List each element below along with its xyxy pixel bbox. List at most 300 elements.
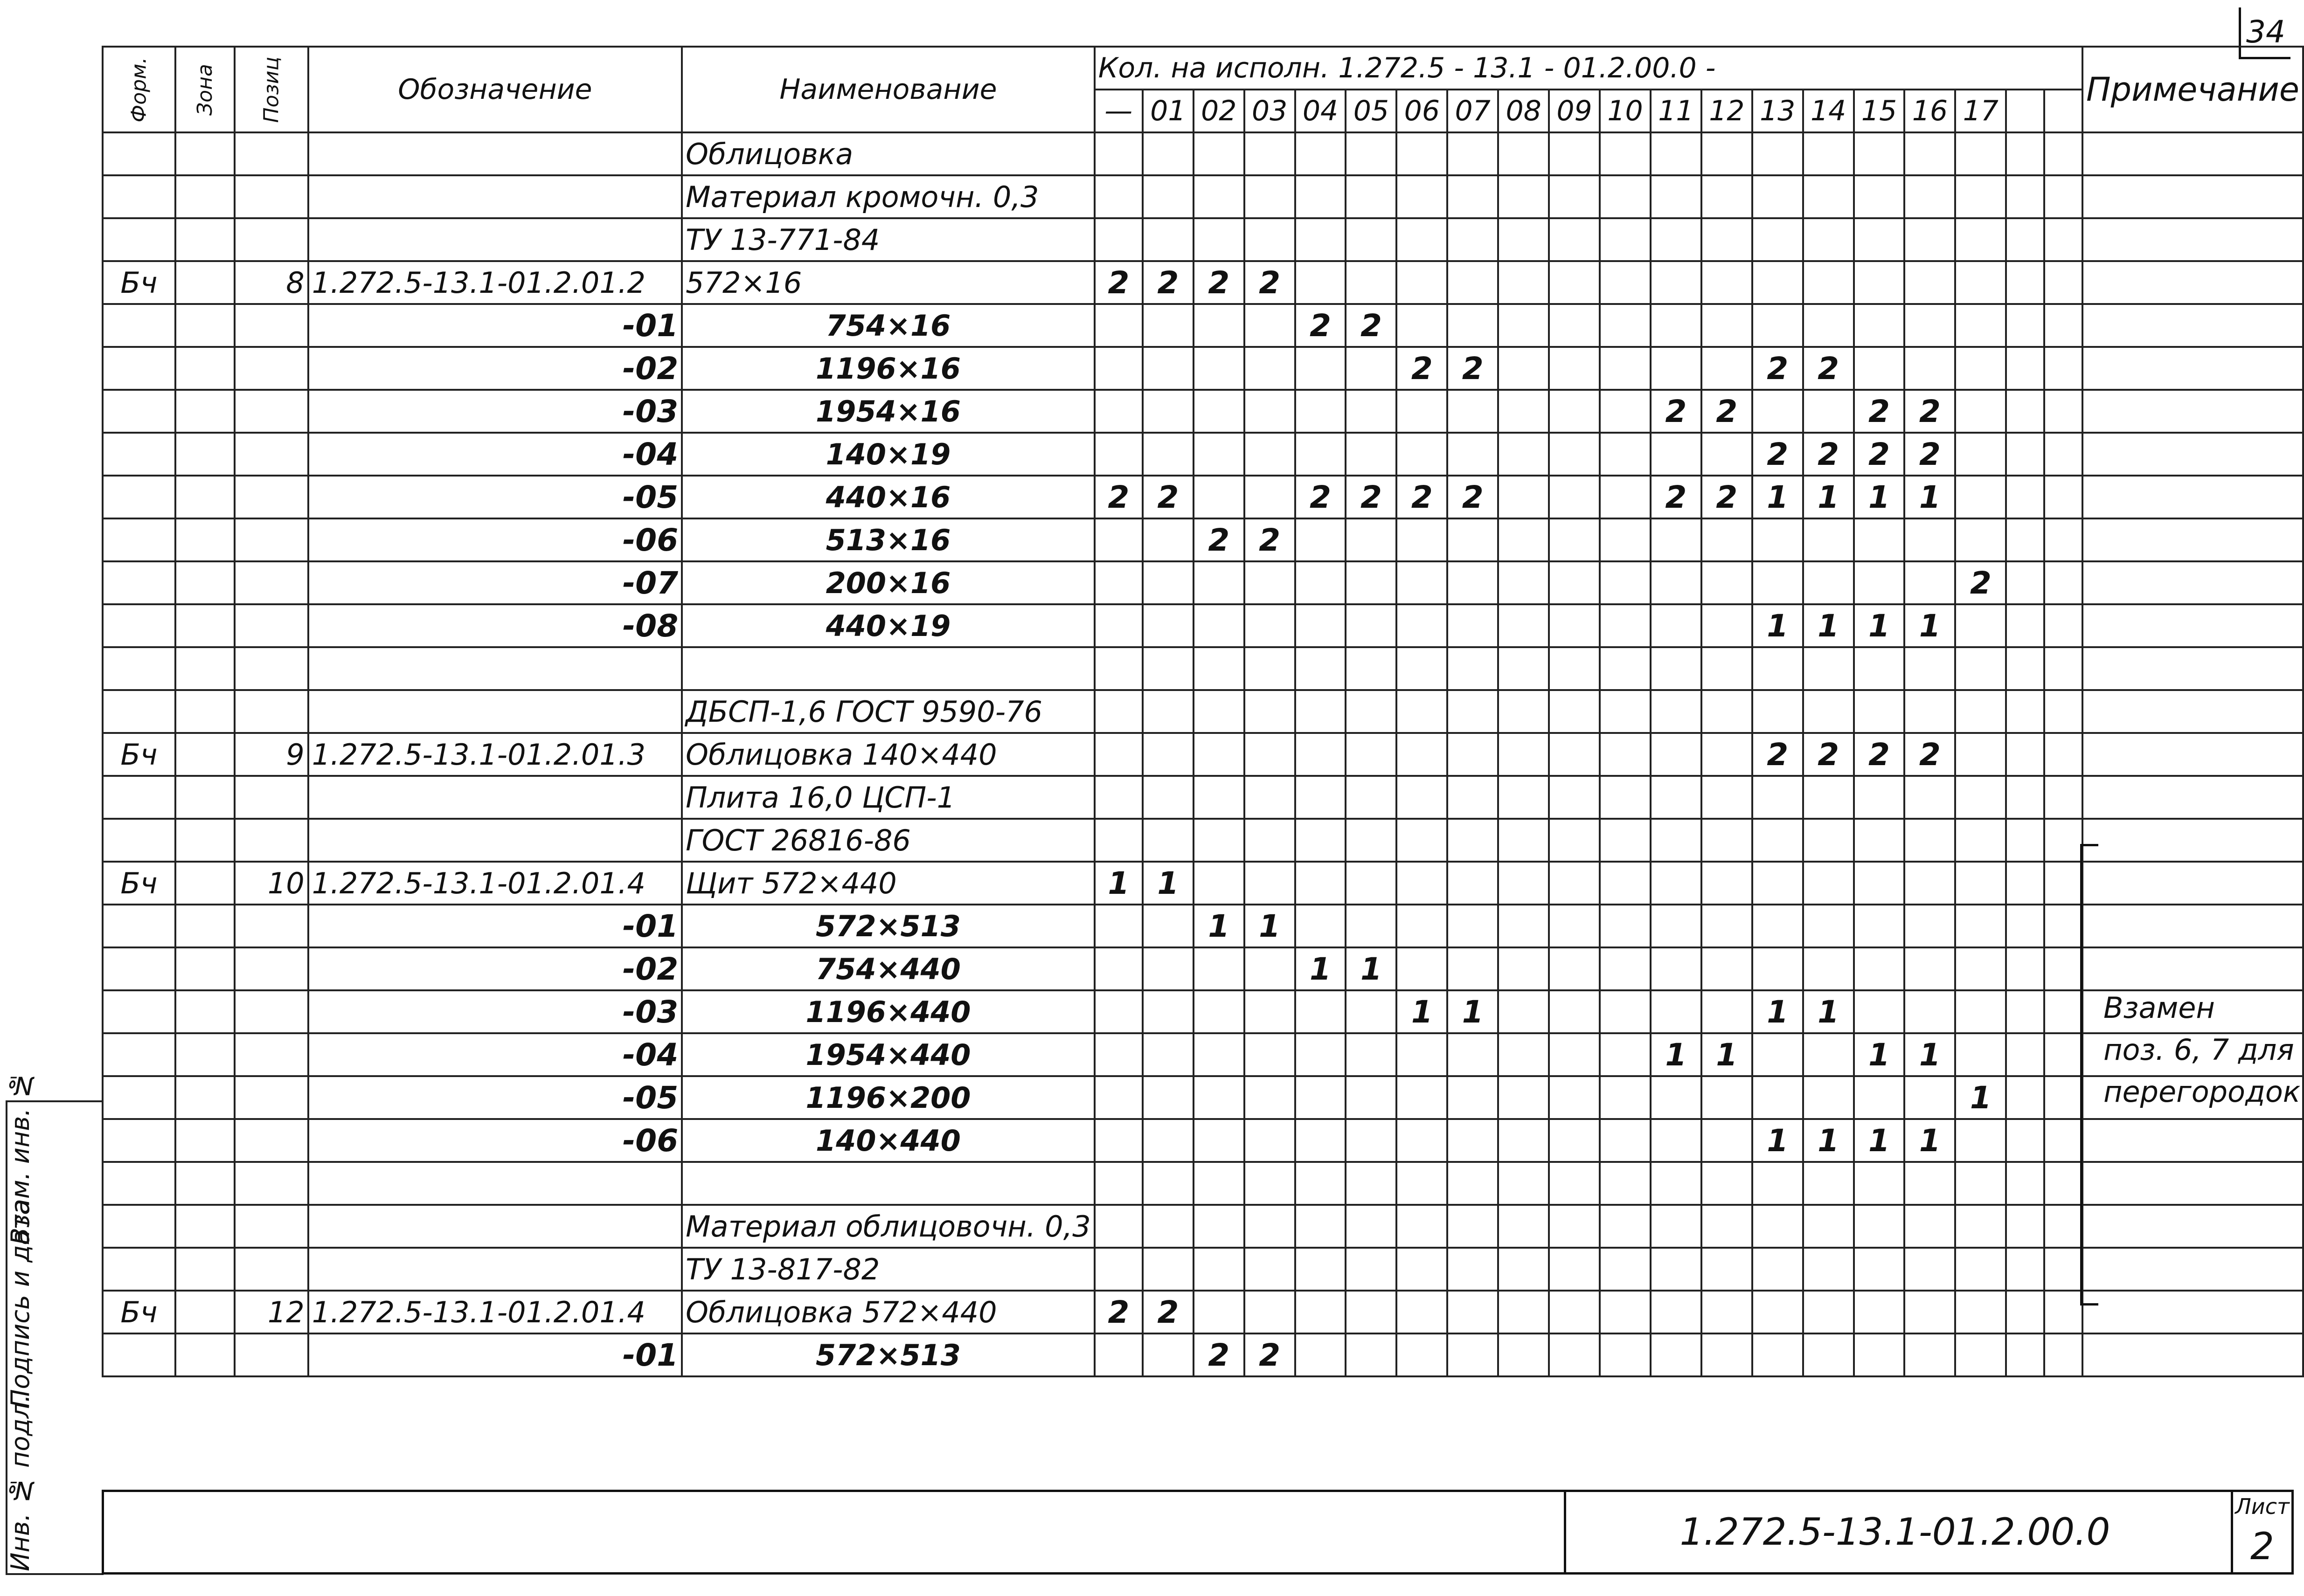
- qty-cell: [1549, 604, 1600, 647]
- zone-cell: [175, 947, 235, 990]
- qty-cell: [2006, 433, 2044, 476]
- designation-cell: -01: [308, 905, 682, 947]
- qty-cell: 1: [1701, 1033, 1752, 1076]
- qty-cell: [2006, 1291, 2044, 1333]
- qty-cell: [1194, 561, 1244, 604]
- zone-cell: [175, 304, 235, 347]
- qty-cell: [1600, 990, 1651, 1033]
- qty-cell: [1803, 390, 1854, 433]
- qty-cell: [1143, 990, 1194, 1033]
- qty-cell: [1854, 1291, 1905, 1333]
- qty-cell: [2006, 132, 2044, 175]
- qty-cell: [2044, 1333, 2082, 1376]
- qty-cell: [1549, 1248, 1600, 1291]
- qty-cell: [1651, 819, 1701, 862]
- qty-cell: [1600, 261, 1651, 304]
- qty-cell: [1752, 132, 1803, 175]
- qty-cell: [1447, 218, 1498, 261]
- qty-cell: [1498, 947, 1549, 990]
- qty-cell: [1904, 1333, 1955, 1376]
- zone-cell: [175, 862, 235, 905]
- qty-cell: [1143, 518, 1194, 561]
- qty-cell: [1549, 218, 1600, 261]
- qty-cell: [1447, 304, 1498, 347]
- qty-cell: [1295, 862, 1346, 905]
- qty-cell: [1447, 1333, 1498, 1376]
- name-cell: 440×16: [682, 476, 1095, 518]
- qty-cell: [2044, 947, 2082, 990]
- qty-cell: [1549, 175, 1600, 218]
- qty-cell: [1095, 304, 1143, 347]
- position-cell: [235, 1119, 308, 1162]
- qty-cell: [2006, 776, 2044, 819]
- qty-cell: [1498, 175, 1549, 218]
- qty-cell: [1752, 218, 1803, 261]
- qty-cell: [1346, 261, 1396, 304]
- qty-cell: [1346, 905, 1396, 947]
- title-block-divider: [1564, 1492, 1566, 1572]
- qty-cell: [1295, 905, 1346, 947]
- zone-cell: [175, 347, 235, 390]
- note-cell: [2082, 1248, 2303, 1291]
- format-cell: [103, 218, 175, 261]
- qty-cell: [1701, 604, 1752, 647]
- note-cell: [2082, 1119, 2303, 1162]
- qty-cell: [1854, 1076, 1905, 1119]
- qty-cell: [1752, 1291, 1803, 1333]
- qty-cell: [1194, 947, 1244, 990]
- note-cell: [2082, 1291, 2303, 1333]
- qty-cell: [1701, 690, 1752, 733]
- qty-cell: [1651, 604, 1701, 647]
- designation-cell: 1.272.5-13.1-01.2.01.4: [308, 1291, 682, 1333]
- qty-cell: [1244, 733, 1295, 776]
- qty-cell: [1549, 1076, 1600, 1119]
- zone-cell: [175, 647, 235, 690]
- qty-cell: [1904, 304, 1955, 347]
- sheet-number: 2: [2250, 1525, 2274, 1568]
- qty-cell: [1447, 690, 1498, 733]
- qty-cell: [1244, 304, 1295, 347]
- qty-cell: [1346, 1033, 1396, 1076]
- designation-cell: -05: [308, 1076, 682, 1119]
- qty-cell: [1447, 604, 1498, 647]
- qty-cell: [1143, 1033, 1194, 1076]
- note-cell: [2082, 476, 2303, 518]
- table-row: [103, 1119, 2303, 1162]
- qty-cell: [1244, 218, 1295, 261]
- qty-cell: [1955, 733, 2006, 776]
- qty-cell: [1752, 261, 1803, 304]
- qty-cell: [1651, 1205, 1701, 1248]
- qty-cell: [1143, 304, 1194, 347]
- qty-cell: [1955, 819, 2006, 862]
- qty-cell: [2006, 561, 2044, 604]
- zone-cell: [175, 690, 235, 733]
- qty-cell: [1854, 819, 1905, 862]
- qty-cell: [1701, 733, 1752, 776]
- qty-cell: [1095, 175, 1143, 218]
- note-cell: [2082, 132, 2303, 175]
- designation-cell: -01: [308, 1333, 682, 1376]
- qty-cell: [1346, 990, 1396, 1033]
- qty-cell: [1803, 1076, 1854, 1119]
- qty-cell: [1295, 1119, 1346, 1162]
- format-cell: [103, 476, 175, 518]
- qty-cell: [2044, 1033, 2082, 1076]
- qty-cell: [1194, 1205, 1244, 1248]
- qty-cell: 2: [1194, 518, 1244, 561]
- qty-cell: [1498, 1205, 1549, 1248]
- qty-cell: [1194, 690, 1244, 733]
- position-cell: [235, 433, 308, 476]
- variant-header: 16: [1904, 90, 1955, 132]
- qty-cell: [1803, 690, 1854, 733]
- qty-cell: [1904, 990, 1955, 1033]
- qty-cell: [1498, 647, 1549, 690]
- position-cell: 8: [235, 261, 308, 304]
- qty-cell: [1295, 1291, 1346, 1333]
- qty-cell: [1095, 776, 1143, 819]
- qty-cell: [2044, 647, 2082, 690]
- qty-cell: [1143, 647, 1194, 690]
- qty-cell: [2006, 1033, 2044, 1076]
- zone-cell: [175, 518, 235, 561]
- format-cell: Бч: [103, 733, 175, 776]
- format-cell: [103, 518, 175, 561]
- qty-cell: [1447, 862, 1498, 905]
- qty-cell: [1447, 947, 1498, 990]
- qty-cell: [1904, 261, 1955, 304]
- qty-cell: [1854, 218, 1905, 261]
- zone-cell: [175, 561, 235, 604]
- qty-cell: [1955, 1205, 2006, 1248]
- qty-cell: [2044, 819, 2082, 862]
- table-row: [103, 1033, 2303, 1076]
- qty-cell: [1346, 390, 1396, 433]
- qty-cell: [1955, 261, 2006, 304]
- name-cell: [682, 647, 1095, 690]
- qty-cell: [1095, 518, 1143, 561]
- name-cell: 200×16: [682, 561, 1095, 604]
- qty-cell: [1904, 175, 1955, 218]
- note-cell: [2082, 1162, 2303, 1205]
- qty-cell: [1854, 905, 1905, 947]
- qty-cell: [1095, 947, 1143, 990]
- qty-cell: 1: [1854, 604, 1905, 647]
- qty-cell: [1651, 261, 1701, 304]
- qty-cell: [1244, 476, 1295, 518]
- position-cell: 10: [235, 862, 308, 905]
- qty-cell: [1396, 1076, 1447, 1119]
- note-cell: [2082, 390, 2303, 433]
- position-cell: [235, 1076, 308, 1119]
- qty-cell: [1651, 776, 1701, 819]
- qty-cell: [1095, 1162, 1143, 1205]
- qty-cell: 2: [1295, 476, 1346, 518]
- format-cell: [103, 132, 175, 175]
- qty-cell: [1701, 518, 1752, 561]
- qty-cell: [1194, 476, 1244, 518]
- note-cell: [2082, 218, 2303, 261]
- qty-cell: [1346, 1119, 1396, 1162]
- variant-header: 09: [1549, 90, 1600, 132]
- qty-cell: [1194, 1162, 1244, 1205]
- qty-cell: [1549, 1205, 1600, 1248]
- format-cell: [103, 990, 175, 1033]
- format-cell: [103, 1333, 175, 1376]
- qty-cell: [1549, 476, 1600, 518]
- qty-cell: [1803, 905, 1854, 947]
- qty-cell: [1600, 733, 1651, 776]
- variant-header: —: [1095, 90, 1143, 132]
- name-cell: Облицовка 140×440: [682, 733, 1095, 776]
- qty-cell: [1244, 347, 1295, 390]
- qty-cell: [1701, 1162, 1752, 1205]
- qty-cell: [1095, 1333, 1143, 1376]
- qty-cell: [1244, 1033, 1295, 1076]
- qty-cell: [1244, 1076, 1295, 1119]
- variant-header: 15: [1854, 90, 1905, 132]
- designation-cell: -03: [308, 990, 682, 1033]
- qty-cell: [1095, 132, 1143, 175]
- qty-cell: [1701, 905, 1752, 947]
- qty-cell: [1904, 561, 1955, 604]
- qty-cell: [1651, 518, 1701, 561]
- sheet-box: [2231, 1492, 2291, 1572]
- qty-cell: [1904, 1205, 1955, 1248]
- qty-cell: [1854, 561, 1905, 604]
- format-cell: [103, 905, 175, 947]
- qty-cell: [1143, 776, 1194, 819]
- qty-cell: [1854, 776, 1905, 819]
- qty-cell: [1396, 304, 1447, 347]
- qty-cell: [1854, 175, 1905, 218]
- qty-cell: [1498, 604, 1549, 647]
- qty-cell: [1095, 347, 1143, 390]
- qty-cell: [1701, 776, 1752, 819]
- qty-cell: [1904, 690, 1955, 733]
- name-cell: Плита 16,0 ЦСП-1: [682, 776, 1095, 819]
- qty-cell: [1803, 1205, 1854, 1248]
- qty-cell: [2006, 1162, 2044, 1205]
- designation-cell: -06: [308, 518, 682, 561]
- position-cell: [235, 132, 308, 175]
- qty-cell: [1549, 905, 1600, 947]
- qty-cell: [1701, 647, 1752, 690]
- qty-cell: [1295, 990, 1346, 1033]
- position-cell: [235, 218, 308, 261]
- qty-cell: 1: [1904, 604, 1955, 647]
- qty-cell: [1095, 433, 1143, 476]
- position-cell: [235, 990, 308, 1033]
- qty-cell: [1295, 1162, 1346, 1205]
- qty-cell: 2: [1955, 561, 2006, 604]
- qty-cell: 2: [1803, 433, 1854, 476]
- variant-header: 02: [1194, 90, 1244, 132]
- qty-cell: [1295, 1076, 1346, 1119]
- name-cell: [682, 1162, 1095, 1205]
- zone-cell: [175, 990, 235, 1033]
- qty-cell: [1701, 261, 1752, 304]
- qty-cell: [1447, 518, 1498, 561]
- qty-cell: [1854, 261, 1905, 304]
- qty-cell: [1346, 561, 1396, 604]
- qty-cell: [1396, 261, 1447, 304]
- qty-cell: [1244, 990, 1295, 1033]
- qty-cell: [1346, 604, 1396, 647]
- qty-cell: [1651, 905, 1701, 947]
- qty-cell: [1498, 1333, 1549, 1376]
- qty-cell: [1295, 1333, 1346, 1376]
- name-cell: ГОСТ 26816-86: [682, 819, 1095, 862]
- qty-cell: 2: [1701, 390, 1752, 433]
- qty-cell: [1600, 690, 1651, 733]
- zone-cell: [175, 604, 235, 647]
- qty-cell: [1854, 132, 1905, 175]
- name-cell: 1954×16: [682, 390, 1095, 433]
- qty-cell: [1244, 647, 1295, 690]
- qty-cell: [1600, 1162, 1651, 1205]
- qty-cell: [1396, 604, 1447, 647]
- qty-cell: [2044, 132, 2082, 175]
- qty-cell: [1651, 1291, 1701, 1333]
- table-row: [103, 476, 2303, 518]
- qty-cell: [1194, 776, 1244, 819]
- table-row: [103, 433, 2303, 476]
- qty-cell: [1396, 1333, 1447, 1376]
- qty-cell: [1803, 261, 1854, 304]
- qty-cell: [1752, 905, 1803, 947]
- qty-cell: [1600, 819, 1651, 862]
- designation-header: Обозначение: [308, 47, 682, 132]
- qty-cell: 2: [1244, 261, 1295, 304]
- variant-header: 13: [1752, 90, 1803, 132]
- qty-cell: [1549, 304, 1600, 347]
- qty-cell: [1752, 518, 1803, 561]
- qty-cell: [1803, 218, 1854, 261]
- qty-cell: [1194, 862, 1244, 905]
- variant-header: 14: [1803, 90, 1854, 132]
- qty-cell: [1244, 947, 1295, 990]
- position-cell: [235, 518, 308, 561]
- format-cell: [103, 1162, 175, 1205]
- qty-cell: [1447, 390, 1498, 433]
- qty-cell: [1600, 1248, 1651, 1291]
- name-cell: 140×19: [682, 433, 1095, 476]
- qty-cell: [1295, 175, 1346, 218]
- qty-cell: [1194, 175, 1244, 218]
- qty-cell: 2: [1752, 733, 1803, 776]
- variant-header: [2006, 90, 2044, 132]
- qty-cell: [1244, 433, 1295, 476]
- qty-cell: [1955, 347, 2006, 390]
- note-cell: [2082, 347, 2303, 390]
- qty-cell: [1295, 261, 1346, 304]
- qty-cell: 1: [1396, 990, 1447, 1033]
- qty-cell: [1396, 1248, 1447, 1291]
- qty-cell: 2: [1854, 733, 1905, 776]
- format-cell: Бч: [103, 862, 175, 905]
- qty-cell: [2044, 1291, 2082, 1333]
- qty-cell: [2044, 776, 2082, 819]
- name-cell: 572×16: [682, 261, 1095, 304]
- qty-cell: [1498, 390, 1549, 433]
- designation-cell: [308, 132, 682, 175]
- qty-cell: [1600, 175, 1651, 218]
- qty-cell: [1600, 304, 1651, 347]
- name-cell: ТУ 13-817-82: [682, 1248, 1095, 1291]
- table-row: [103, 261, 2303, 304]
- qty-cell: [1143, 132, 1194, 175]
- qty-cell: [1447, 647, 1498, 690]
- qty-cell: [1095, 990, 1143, 1033]
- qty-cell: [1549, 261, 1600, 304]
- position-cell: [235, 647, 308, 690]
- designation-cell: [308, 647, 682, 690]
- qty-cell: 2: [1651, 476, 1701, 518]
- qty-cell: [1498, 1291, 1549, 1333]
- note-cell: [2082, 304, 2303, 347]
- qty-cell: 2: [1095, 261, 1143, 304]
- qty-cell: [1194, 390, 1244, 433]
- document-code: 1.272.5-13.1-01.2.00.0: [1679, 1510, 2110, 1554]
- qty-cell: [2044, 1076, 2082, 1119]
- qty-cell: 1: [1752, 604, 1803, 647]
- position-cell: [235, 175, 308, 218]
- variant-header: 11: [1651, 90, 1701, 132]
- qty-cell: [1295, 647, 1346, 690]
- qty-cell: [1095, 733, 1143, 776]
- qty-cell: [1396, 518, 1447, 561]
- note-cell: [2082, 1205, 2303, 1248]
- qty-cell: [1498, 1033, 1549, 1076]
- qty-cell: [1396, 947, 1447, 990]
- qty-cell: [1194, 1248, 1244, 1291]
- qty-cell: [1752, 862, 1803, 905]
- table-row: [103, 604, 2303, 647]
- qty-cell: [1447, 733, 1498, 776]
- qty-cell: [1396, 1291, 1447, 1333]
- designation-cell: -05: [308, 476, 682, 518]
- qty-cell: [1803, 776, 1854, 819]
- variant-header: 17: [1955, 90, 2006, 132]
- note-line-3: перегородок: [2103, 1075, 2301, 1109]
- qty-cell: [1854, 1162, 1905, 1205]
- qty-cell: 2: [1854, 433, 1905, 476]
- qty-cell: [1498, 518, 1549, 561]
- note-cell: [2082, 604, 2303, 647]
- qty-cell: 1: [1803, 990, 1854, 1033]
- qty-cell: 2: [1752, 433, 1803, 476]
- qty-cell: [1955, 1248, 2006, 1291]
- qty-cell: [1803, 1248, 1854, 1291]
- zone-cell: [175, 776, 235, 819]
- qty-cell: [1600, 1333, 1651, 1376]
- qty-cell: [2006, 476, 2044, 518]
- qty-cell: 1: [1447, 990, 1498, 1033]
- qty-cell: [1955, 175, 2006, 218]
- qty-cell: [1904, 776, 1955, 819]
- qty-cell: [2044, 518, 2082, 561]
- format-cell: [103, 1119, 175, 1162]
- qty-cell: 1: [1095, 862, 1143, 905]
- qty-cell: [1447, 776, 1498, 819]
- qty-cell: [1346, 1291, 1396, 1333]
- qty-cell: [2006, 1248, 2044, 1291]
- position-cell: 12: [235, 1291, 308, 1333]
- qty-cell: [2006, 175, 2044, 218]
